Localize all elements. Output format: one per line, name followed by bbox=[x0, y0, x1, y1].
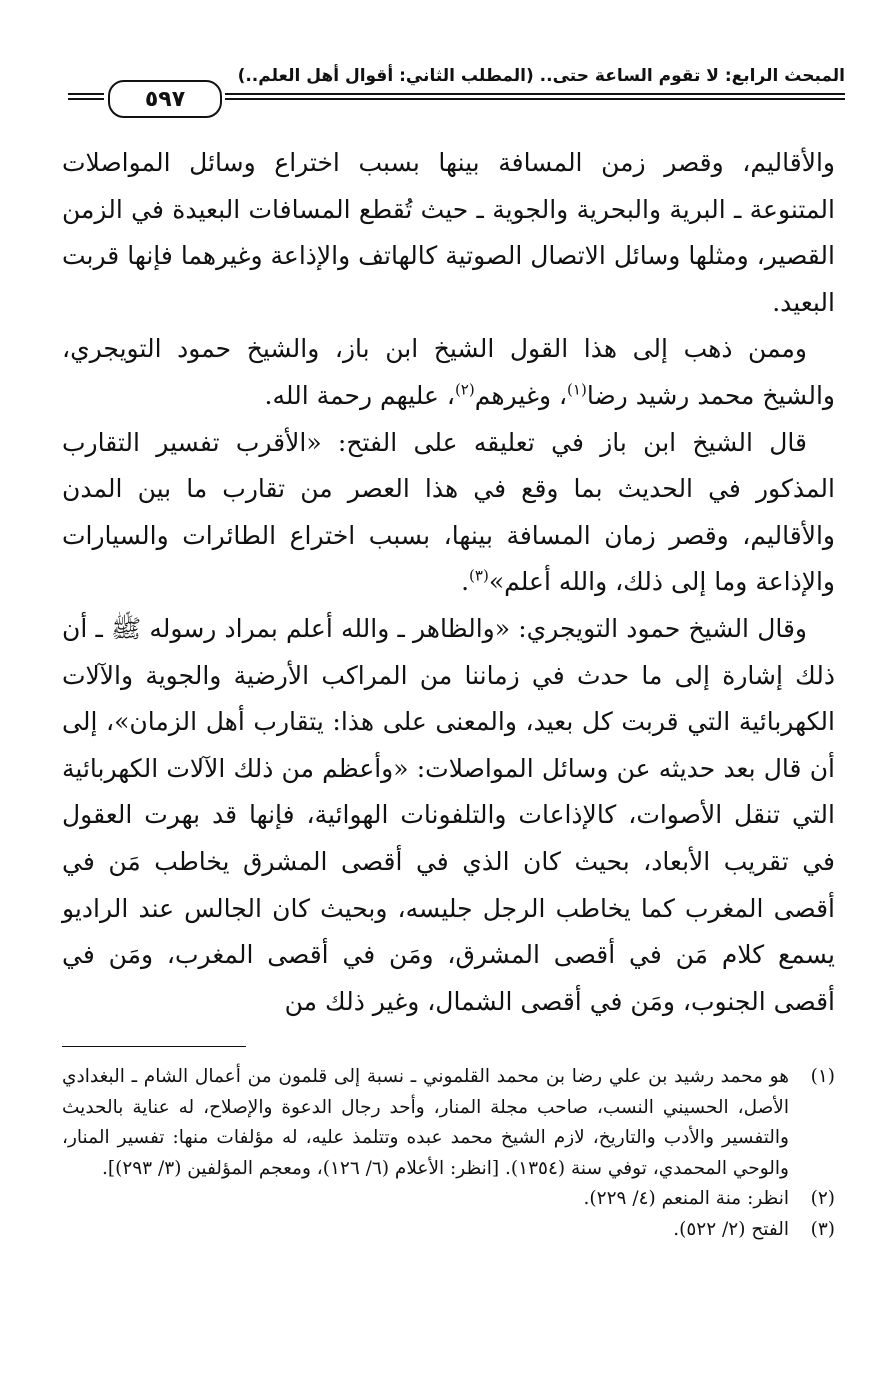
paragraph bbox=[62, 420, 835, 606]
footnote-text: الفتح (٢/ ٥٢٢). bbox=[673, 1218, 789, 1240]
footnote-separator bbox=[62, 1046, 246, 1047]
footnote-ref[interactable]: (٢) bbox=[454, 380, 475, 399]
footnote-number: (٢) bbox=[810, 1188, 835, 1209]
paragraph bbox=[62, 326, 835, 419]
page-header bbox=[60, 60, 845, 130]
text-run: قال الشيخ ابن باز في تعليقه على الفتح: «الأقرب تفسير التقارب المذكور في الحديث بما وقع في هذا العصر من تقارب ما بين المدن والأقاليم، وقصر زمان المسافة بينها، بسبب اختراع الطائرات والسيارات والإذاعة وما إلى ذلك، والله أعلم» bbox=[62, 427, 835, 597]
footnote-text: هو محمد رشيد بن علي رضا بن محمد القلموني ـ نسبة إلى قلمون من أعمال الشام ـ البغدادي الأصل، الحسيني النسب، صاحب مجلة المنار، وأحد رجال الدعوة والإصلاح، له عناية بالحديث والتفسير والأدب والتاريخ، لازم الشيخ محمد عبده وتتلمذ عليه، له مؤلفات منها: تفسير المنار، والوحي المحمدي، توفي سنة (١٣٥٤). [انظر: الأعلام (٦/ ١٢٦)، ومعجم المؤلفين (٣/ ٢٩٣)]. bbox=[62, 1066, 789, 1179]
text-run: وممن ذهب إلى هذا القول الشيخ ابن باز، والشيخ حمود التويجري، والشيخ محمد رشيد رضا bbox=[62, 334, 835, 410]
text-run: وقال الشيخ حمود التويجري: «والظاهر ـ والله أعلم بمراد رسوله ﷺ ـ أن ذلك إشارة إلى ما حدث في زماننا من المراكب الأرضية والجوية والآلات الكهربائية التي قربت كل بعيد، والمعنى على هذا: يتقارب أهل الزمان»، إلى أن قال بعد حديثه عن وسائل المواصلات: «وأعظم من ذلك الآلات الكهربائية التي تنقل الأصوات، كالإذاعات والتلفونات الهوائية، فإنها قد بهرت العقول في تقريب الأبعاد، بحيث كان الذي في أقصى المشرق يخاطب مَن في أقصى المغرب كما يخاطب الرجل جليسه، وبحيث كان الجالس عند الراديو يسمع كلام مَن في أقصى المشرق، ومَن في أقصى المغرب، ومَن في أقصى الجنوب، ومَن في أقصى الشمال، وغير ذلك من bbox=[62, 613, 836, 1016]
header-rule bbox=[225, 93, 845, 95]
text-run: . bbox=[461, 567, 470, 597]
paragraph bbox=[62, 606, 835, 1025]
footnote bbox=[62, 1215, 835, 1246]
footnote-text: انظر: منة المنعم (٤/ ٢٢٩). bbox=[583, 1188, 789, 1209]
paragraph bbox=[62, 140, 835, 326]
text-run: والأقاليم، وقصر زمن المسافة بينها بسبب اختراع وسائل المواصلات المتنوعة ـ البرية والبحرية والجوية ـ حيث تُقطع المسافات البعيدة في الزمن القصير، ومثلها وسائل الاتصال الصوتية كالهاتف والإذاعة وغيرهما فإنها قربت البعيد. bbox=[62, 148, 835, 317]
text-run: ، عليهم رحمة الله. bbox=[264, 380, 455, 410]
footnote bbox=[62, 1062, 835, 1184]
footnote-ref[interactable]: (١) bbox=[567, 380, 587, 399]
page-number: ٥٩٧ bbox=[144, 86, 186, 112]
header-rule bbox=[68, 98, 104, 100]
text-run: ، وغيرهم bbox=[474, 380, 568, 410]
header-rule bbox=[225, 98, 845, 100]
footnotes bbox=[62, 1062, 835, 1245]
footnote-number: (١) bbox=[810, 1066, 835, 1087]
footnote-number: (٣) bbox=[810, 1218, 835, 1240]
main-text bbox=[62, 140, 835, 1025]
page-number-badge bbox=[108, 80, 222, 118]
footnote-ref[interactable]: (٣) bbox=[469, 567, 489, 586]
header-rule bbox=[68, 93, 104, 95]
running-title: المبحث الرابع: لا تقوم الساعة حتى.. (المطلب الثاني: أقوال أهل العلم..) bbox=[237, 66, 845, 86]
footnote bbox=[62, 1184, 835, 1215]
